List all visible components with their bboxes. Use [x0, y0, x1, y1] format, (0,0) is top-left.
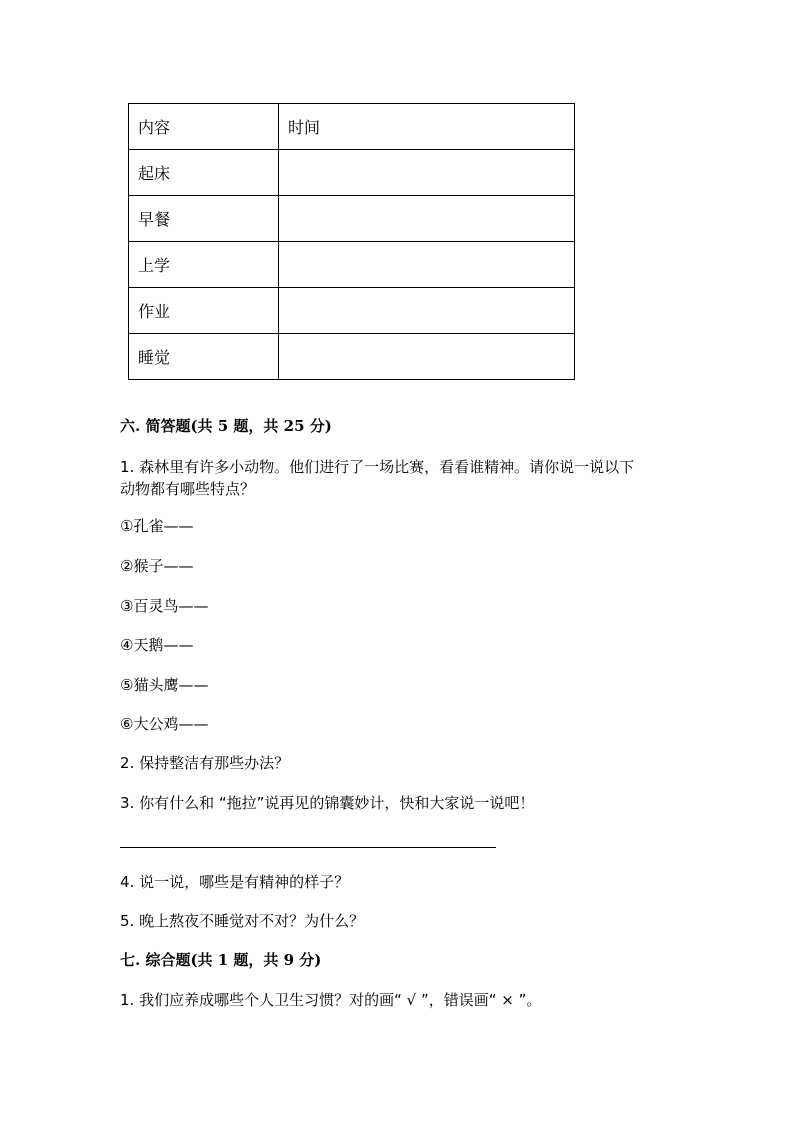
- animal-item-swan: ④天鹅——: [120, 636, 194, 654]
- table-header-time: 时间: [279, 104, 575, 150]
- table-row: [129, 196, 575, 242]
- animal-item-rooster: ⑥大公鸡——: [120, 715, 209, 733]
- question-1-line-1: 1. 森林里有许多小动物。他们进行了一场比赛，看看谁精神。请你说一说以下: [120, 458, 635, 476]
- table-cell-activity: 早餐: [129, 196, 279, 242]
- table-cell-activity: 上学: [129, 242, 279, 288]
- table-cell-activity: 起床: [129, 150, 279, 196]
- table-cell-activity: 睡觉: [129, 334, 279, 380]
- table-header-content: 内容: [129, 104, 279, 150]
- table-header-row: [129, 104, 575, 150]
- section-7-question-1: 1. 我们应养成哪些个人卫生习惯？对的画“ √ ”，错误画“ × ”。: [120, 991, 542, 1009]
- table-cell-time: [279, 334, 575, 380]
- table-row: [129, 334, 575, 380]
- question-3: 3. 你有什么和 “拖拉”说再见的锦囊妙计，快和大家说一说吧！: [120, 794, 535, 812]
- table-cell-activity: 作业: [129, 288, 279, 334]
- table-row: [129, 242, 575, 288]
- animal-item-peacock: ①孔雀——: [120, 517, 194, 535]
- question-5: 5. 晚上熬夜不睡觉对不对？为什么？: [120, 912, 365, 930]
- table-cell-time: [279, 242, 575, 288]
- table-cell-time: [279, 150, 575, 196]
- section-6-heading: 六. 简答题(共 5 题，共 25 分): [120, 417, 332, 435]
- animal-item-owl: ⑤猫头鹰——: [120, 676, 209, 694]
- table-row: [129, 288, 575, 334]
- animal-item-lark: ③百灵鸟——: [120, 597, 209, 615]
- question-2: 2. 保持整洁有那些办法？: [120, 754, 290, 772]
- section-7-heading: 七. 综合题(共 1 题，共 9 分): [120, 951, 322, 969]
- answer-line: [120, 847, 496, 848]
- animal-item-monkey: ②猴子——: [120, 557, 194, 575]
- schedule-table: [128, 103, 575, 380]
- table-cell-time: [279, 288, 575, 334]
- question-1-line-2: 动物都有哪些特点？: [120, 480, 256, 498]
- question-4: 4. 说一说，哪些是有精神的样子？: [120, 873, 350, 891]
- table-cell-time: [279, 196, 575, 242]
- table-row: [129, 150, 575, 196]
